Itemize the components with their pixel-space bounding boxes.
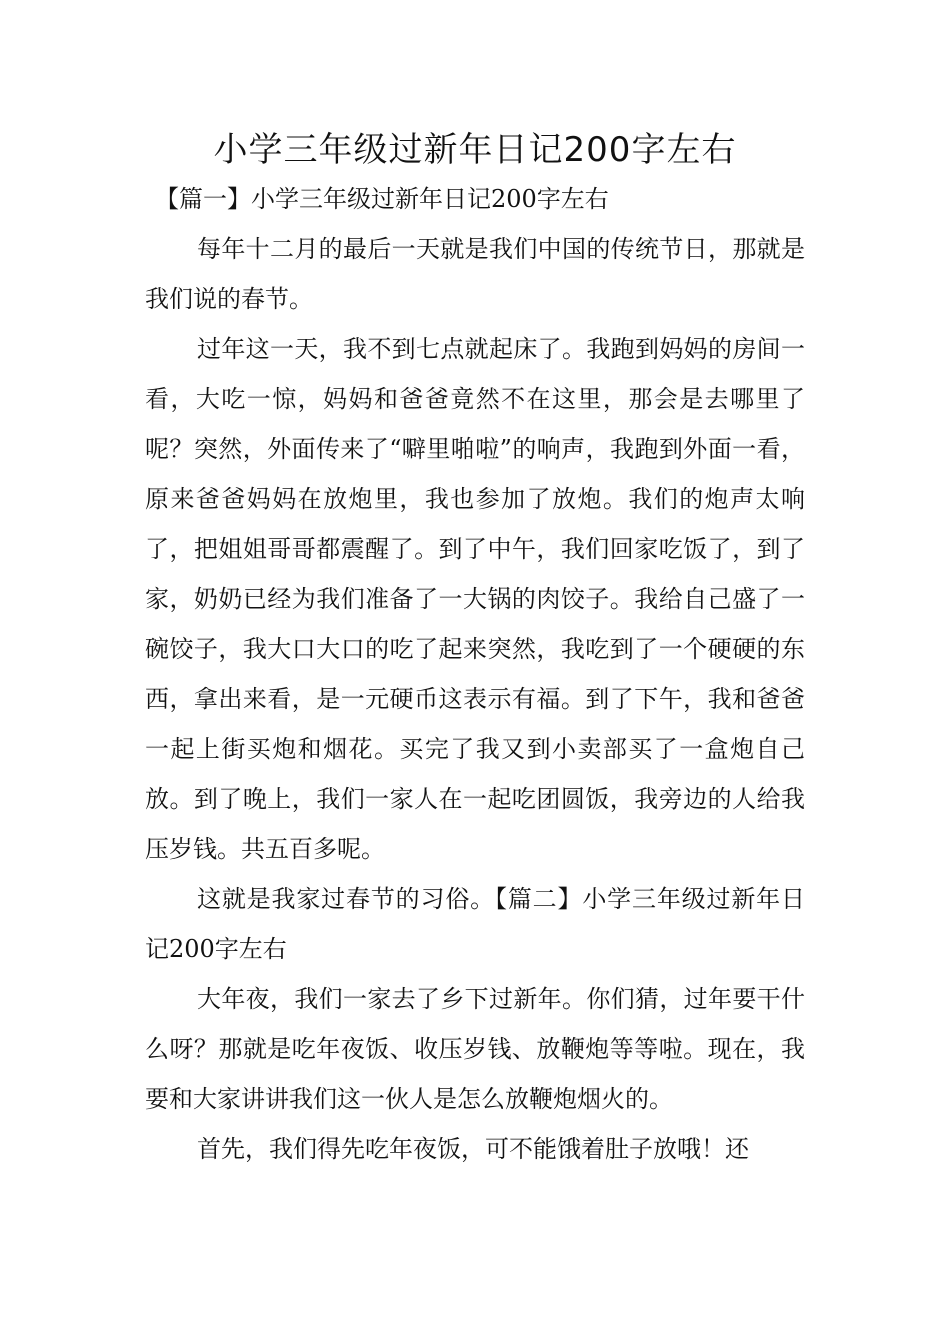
paragraph-1: 每年十二月的最后一天就是我们中国的传统节日，那就是我们说的春节。 xyxy=(145,235,805,313)
document-title: 小学三年级过新年日记200字左右 xyxy=(213,130,737,170)
paragraph-4: 大年夜，我们一家去了乡下过新年。你们猜，过年要干什么呀？那就是吃年夜饭、收压岁钱、放鞭炮等等啦。现在，我要和大家讲讲我们这一伙人是怎么放鞭炮烟火的。 xyxy=(145,985,805,1113)
paragraph-5: 首先，我们得先吃年夜饭，可不能饿着肚子放哦！还 xyxy=(197,1135,749,1163)
section-heading-1: 【篇一】小学三年级过新年日记200字左右 xyxy=(155,185,609,213)
document-body xyxy=(145,178,805,1174)
paragraph-3: 这就是我家过春节的习俗。【篇二】小学三年级过新年日记200字左右 xyxy=(145,885,805,963)
paragraph-2: 过年这一天，我不到七点就起床了。我跑到妈妈的房间一看，大吃一惊，妈妈和爸爸竟然不在这里，那会是去哪里了呢？突然，外面传来了“噼里啪啦”的响声，我跑到外面一看，原来爸爸妈妈在放炮里，我也参加了放炮。我们的炮声太响了，把姐姐哥哥都震醒了。到了中午，我们回家吃饭了，到了家，奶奶已经为我们准备了一大锅的肉饺子。我给自己盛了一碗饺子，我大口大口的吃了起来突然，我吃到了一个硬硬的东西，拿出来看，是一元硬币这表示有福。到了下午，我和爸爸一起上街买炮和烟花。买完了我又到小卖部买了一盒炮自己放。到了晚上，我们一家人在一起吃团圆饭，我旁边的人给我压岁钱。共五百多呢。 xyxy=(145,335,805,863)
